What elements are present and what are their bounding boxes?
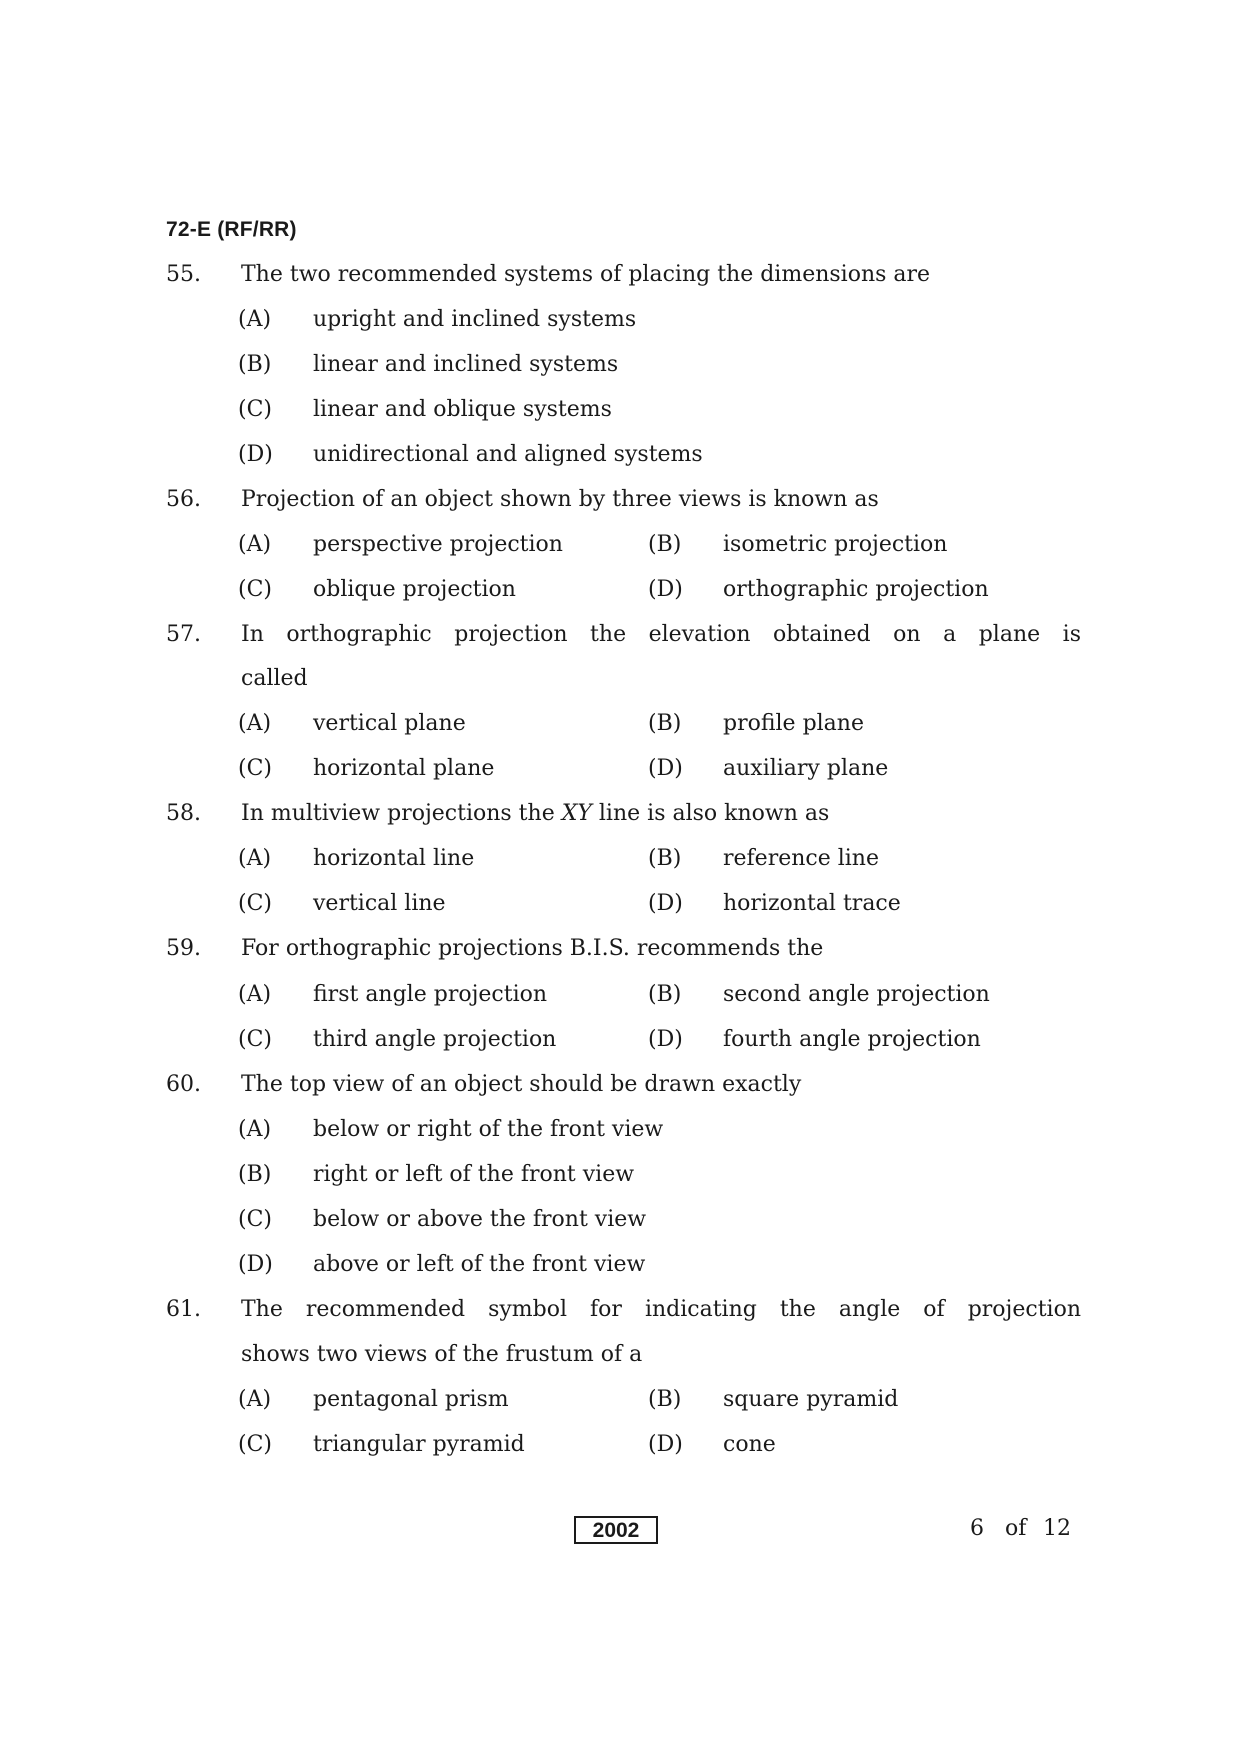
option-label: (A) <box>238 532 272 557</box>
question-text: The recommended symbol for indicating the angle of projection <box>241 1297 1081 1322</box>
option-text: perspective projection <box>313 532 563 557</box>
question-text: In orthographic projection the elevation obtained on a plane is <box>241 622 1081 647</box>
option-label: (B) <box>648 1387 682 1412</box>
option-label: (D) <box>648 891 683 916</box>
option-label: (D) <box>648 756 683 781</box>
option-text: upright and inclined systems <box>313 307 637 332</box>
option-text: auxiliary plane <box>723 756 889 781</box>
option-label: (C) <box>238 397 272 422</box>
option-label: (B) <box>238 352 272 377</box>
year-box: 2002 <box>574 1516 658 1544</box>
question-text: Projection of an object shown by three views is known as <box>241 487 879 512</box>
xy-line-symbol: XY <box>561 801 592 826</box>
question-number: 56. <box>166 487 201 512</box>
question-number: 61. <box>166 1297 201 1322</box>
page-number: 6 <box>970 1516 984 1541</box>
option-label: (A) <box>238 1387 272 1412</box>
option-text: linear and inclined systems <box>313 352 619 377</box>
option-text: vertical line <box>313 891 446 916</box>
question-text: For orthographic projections B.I.S. recommends the <box>241 936 824 961</box>
option-text: fourth angle projection <box>723 1027 981 1052</box>
option-label: (D) <box>648 1432 683 1457</box>
question-text: The two recommended systems of placing the dimensions are <box>241 262 931 287</box>
option-label: (C) <box>238 1432 272 1457</box>
option-text: below or right of the front view <box>313 1117 664 1142</box>
option-label: (C) <box>238 577 272 602</box>
option-label: (D) <box>238 1252 273 1277</box>
option-label: (C) <box>238 756 272 781</box>
option-label: (C) <box>238 1027 272 1052</box>
option-label: (D) <box>648 1027 683 1052</box>
option-text: vertical plane <box>313 711 466 736</box>
option-text: unidirectional and aligned systems <box>313 442 703 467</box>
option-label: (C) <box>238 1207 272 1232</box>
question-text-continued: called <box>241 666 308 691</box>
paper-code: 72-E (RF/RR) <box>166 218 297 241</box>
option-text: below or above the front view <box>313 1207 647 1232</box>
page-of-label: of <box>1005 1516 1027 1541</box>
question-number: 55. <box>166 262 201 287</box>
option-label: (B) <box>648 532 682 557</box>
option-label: (C) <box>238 891 272 916</box>
option-text: pentagonal prism <box>313 1387 509 1412</box>
option-label: (B) <box>238 1162 272 1187</box>
question-text: In multiview projections the XY line is also known as <box>241 801 830 826</box>
question-text: The top view of an object should be drawn exactly <box>241 1072 802 1097</box>
option-label: (D) <box>238 442 273 467</box>
question-number: 60. <box>166 1072 201 1097</box>
option-label: (A) <box>238 846 272 871</box>
option-label: (B) <box>648 711 682 736</box>
option-text: first angle projection <box>313 982 548 1007</box>
option-text: profile plane <box>723 711 864 736</box>
option-label: (B) <box>648 982 682 1007</box>
option-text: above or left of the front view <box>313 1252 646 1277</box>
option-text: reference line <box>723 846 879 871</box>
option-text: triangular pyramid <box>313 1432 525 1457</box>
option-text: square pyramid <box>723 1387 899 1412</box>
question-number: 57. <box>166 622 201 647</box>
question-number: 59. <box>166 936 201 961</box>
option-text: isometric projection <box>723 532 948 557</box>
option-label: (A) <box>238 711 272 736</box>
option-label: (B) <box>648 846 682 871</box>
question-number: 58. <box>166 801 201 826</box>
option-text: third angle projection <box>313 1027 557 1052</box>
page-total: 12 <box>1043 1516 1071 1541</box>
option-label: (A) <box>238 1117 272 1142</box>
option-text: horizontal line <box>313 846 475 871</box>
option-label: (A) <box>238 307 272 332</box>
option-label: (A) <box>238 982 272 1007</box>
option-text: orthographic projection <box>723 577 989 602</box>
option-text: horizontal trace <box>723 891 901 916</box>
option-text: second angle projection <box>723 982 990 1007</box>
question-text-continued: shows two views of the frustum of a <box>241 1342 643 1367</box>
option-label: (D) <box>648 577 683 602</box>
option-text: right or left of the front view <box>313 1162 635 1187</box>
option-text: oblique projection <box>313 577 516 602</box>
option-text: linear and oblique systems <box>313 397 612 422</box>
option-text: horizontal plane <box>313 756 495 781</box>
option-text: cone <box>723 1432 776 1457</box>
